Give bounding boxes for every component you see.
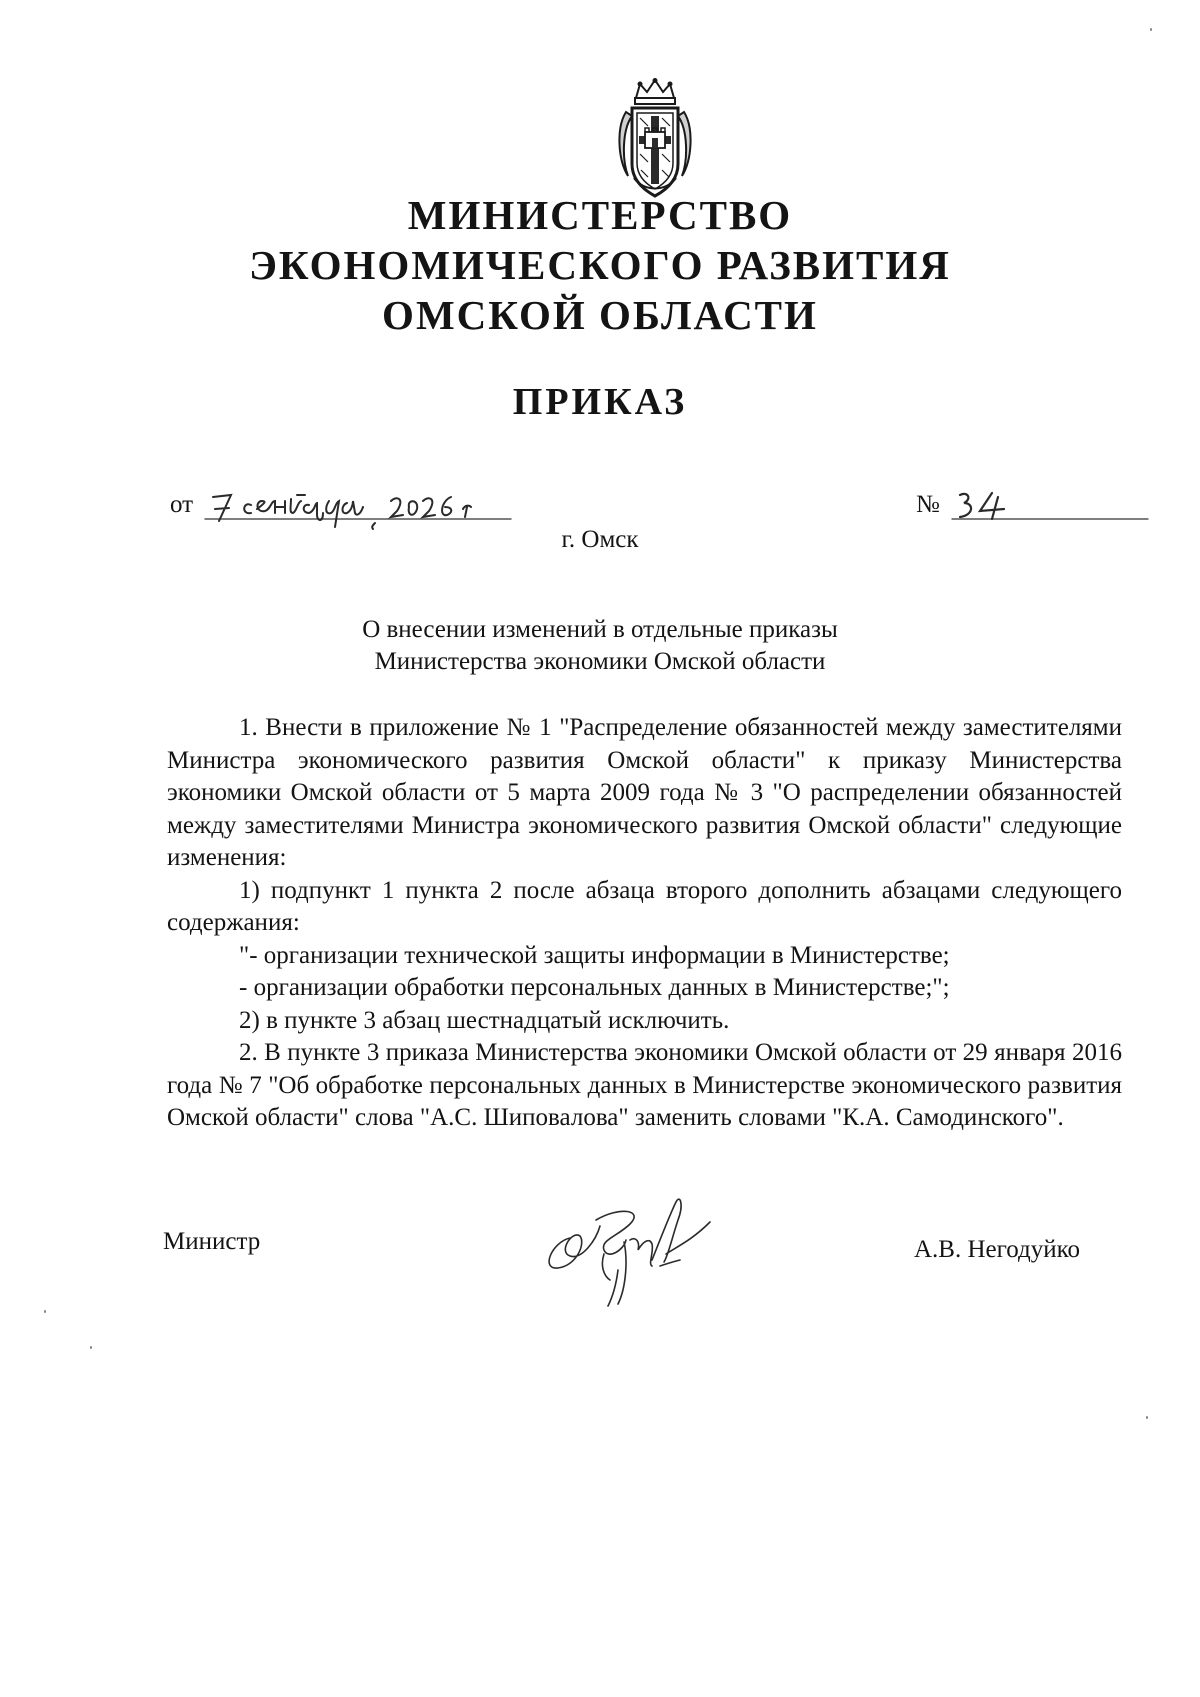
subject-line-1: О внесении изменений в отдельные приказы bbox=[362, 616, 838, 643]
scan-speck bbox=[90, 1346, 92, 1349]
date-line bbox=[170, 487, 515, 521]
handwritten-date bbox=[205, 487, 515, 527]
subparagraph-1-2: 2) в пункте 3 абзац шестнадцатый исключить. bbox=[239, 1006, 730, 1034]
scan-speck bbox=[1150, 28, 1152, 31]
ministry-name bbox=[0, 190, 1200, 340]
ministry-line-3: ОМСКОЙ ОБЛАСТИ bbox=[382, 292, 818, 338]
quoted-line-1: "- организации технической защиты информации в Министерстве; bbox=[239, 941, 950, 969]
date-prefix: от bbox=[170, 491, 194, 518]
signatory-name: А.В. Негодуйко bbox=[914, 1236, 1081, 1263]
date-field bbox=[205, 487, 515, 519]
number-field bbox=[952, 487, 1150, 519]
signature-icon bbox=[500, 1180, 720, 1320]
ministry-line-1: МИНИСТЕРСТВО bbox=[407, 192, 793, 238]
handwritten-number bbox=[952, 487, 1150, 527]
signatory-title: Министр bbox=[163, 1228, 261, 1255]
paragraph-1: 1. Внести в приложение № 1 "Распределение обязанностей между заместителями Министра экономического развития Омской области" к приказу Министерства экономики Омской области от 5 марта 2009 года № 3 "О распределении обязанностей между заместителями Министра экономического развития Омской области" следующие изменения: bbox=[167, 714, 1122, 871]
document-type: ПРИКАЗ bbox=[512, 381, 688, 423]
city: г. Омск bbox=[561, 526, 639, 553]
coat-of-arms-icon bbox=[614, 78, 696, 202]
document-body bbox=[167, 712, 1122, 1135]
ministry-line-2: ЭКОНОМИЧЕСКОГО РАЗВИТИЯ bbox=[249, 242, 951, 288]
paragraph-2: 2. В пункте 3 приказа Министерства экономики Омской области от 29 января 2016 года № 7 "Об обработке персональных данных в Министерстве экономического развития Омской области" слова "А.С. Шиповалова" заменить словами "К.А. Самодинского". bbox=[167, 1039, 1122, 1131]
number-line bbox=[916, 487, 1150, 521]
document-subject bbox=[0, 614, 1200, 678]
quoted-line-2: - организации обработки персональных данных в Министерстве;"; bbox=[239, 974, 950, 1001]
scan-speck bbox=[1146, 1416, 1148, 1419]
subparagraph-1-1: 1) подпункт 1 пункта 2 после абзаца второго дополнить абзацами следующего содержания: bbox=[167, 876, 1122, 936]
number-prefix: № bbox=[916, 491, 940, 518]
subject-line-2: Министерства экономики Омской области bbox=[374, 648, 826, 675]
scan-speck bbox=[44, 1310, 46, 1313]
